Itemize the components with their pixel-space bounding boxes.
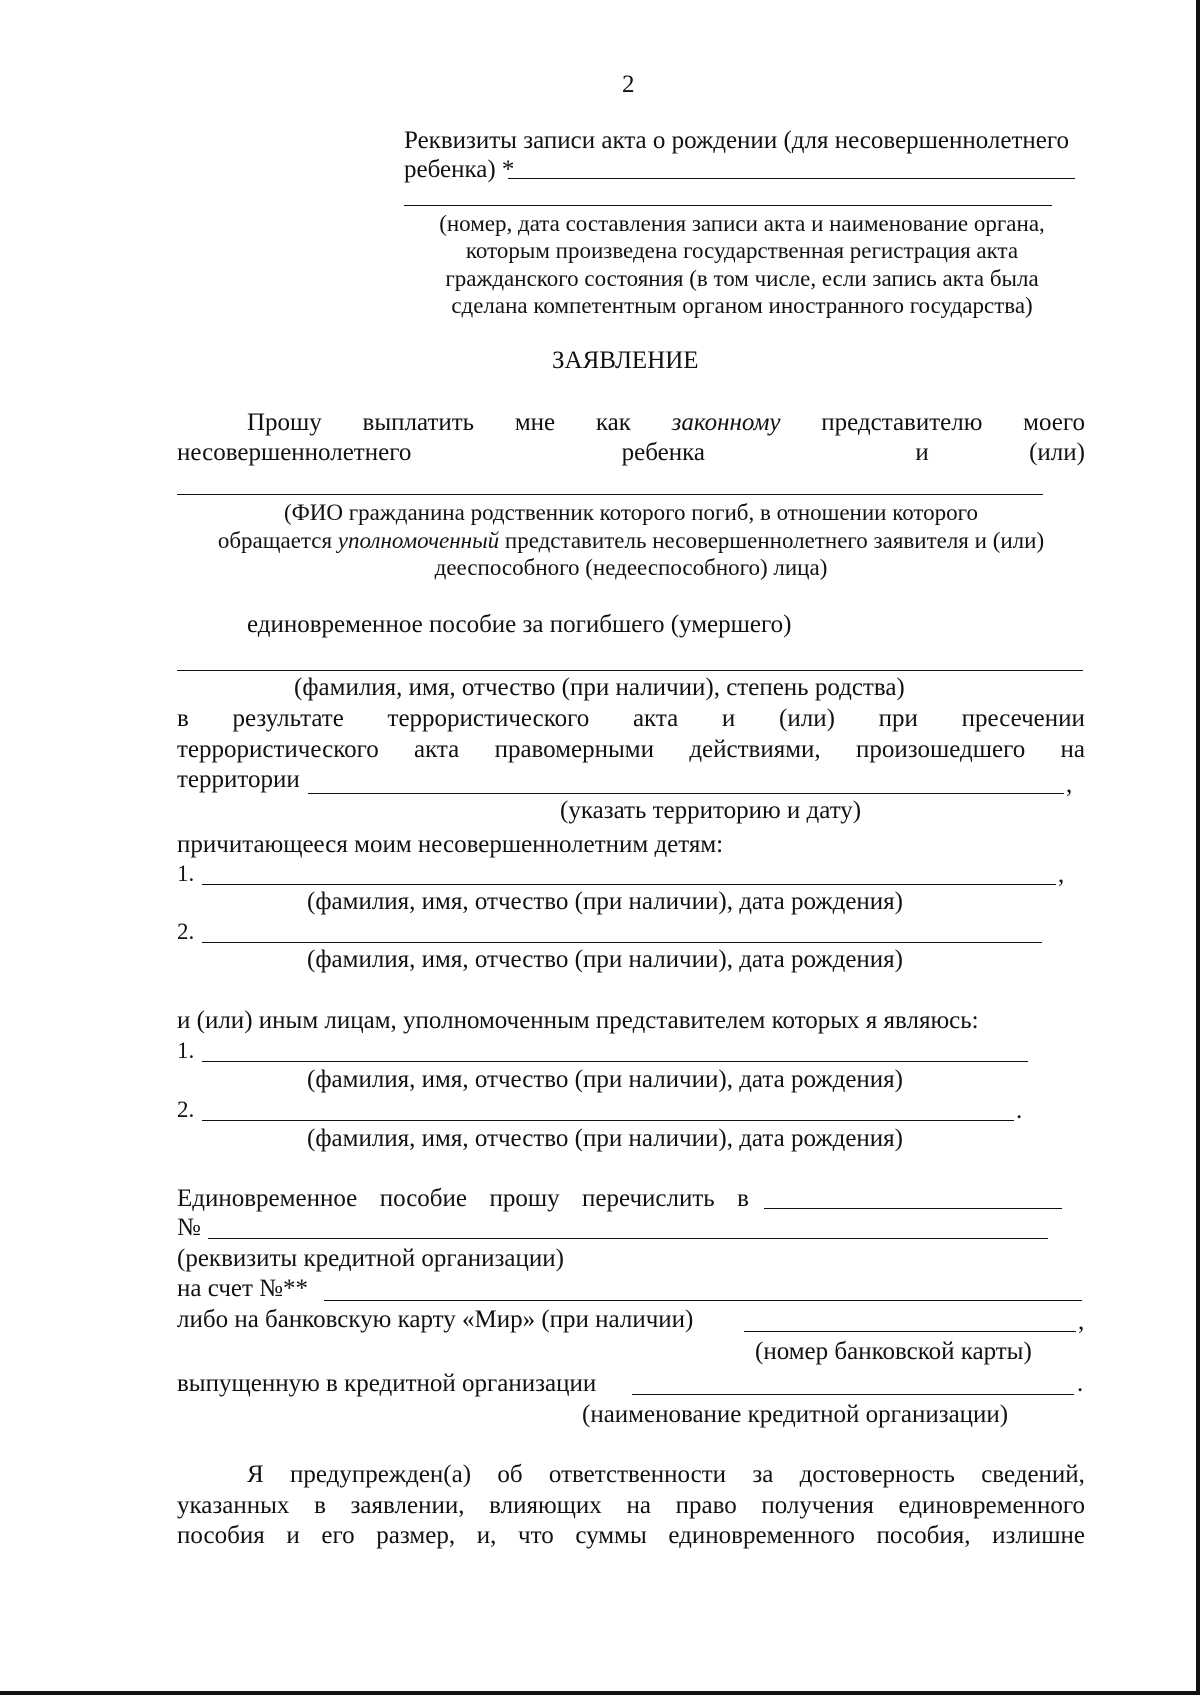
card-field-line[interactable]: [744, 1331, 1076, 1332]
bank-number-field-line[interactable]: [208, 1238, 1048, 1239]
bank-field-line[interactable]: [764, 1208, 1062, 1209]
issued-period: .: [1077, 1370, 1084, 1397]
children-heading: причитающееся моим несовершеннолетним детям:: [177, 831, 724, 858]
issued-field-line[interactable]: [632, 1394, 1074, 1395]
relative-note-1: (ФИО гражданина родственник которого погиб, в отношении которого: [283, 500, 979, 525]
card-comma: ,: [1078, 1308, 1085, 1335]
birth-record-field-line-2[interactable]: [404, 205, 1052, 206]
terror-line-1: в результате террористического акта и (или) при пресечении: [177, 705, 1085, 732]
other-2-field-line[interactable]: [202, 1120, 1014, 1121]
issued-label: выпущенную в кредитной организации: [177, 1370, 597, 1397]
other-1-number: 1.: [177, 1038, 195, 1063]
other-1-note: (фамилия, имя, отчество (при наличии), дата рождения): [307, 1066, 903, 1093]
others-heading: и (или) иным лицам, уполномоченным представителем которых я являюсь:: [177, 1007, 979, 1034]
child-2-number: 2.: [177, 919, 195, 944]
issued-note: (наименование кредитной организации): [582, 1401, 1009, 1428]
birth-record-label: Реквизиты записи акта о рождении (для несовершеннолетнего: [404, 127, 1070, 154]
birth-record-field-line[interactable]: [508, 178, 1075, 179]
request-line-2: несовершеннолетнего ребенка и (или): [177, 439, 1085, 466]
card-note: (номер банковской карты): [755, 1338, 1032, 1365]
birth-record-note-2: которым произведена государственная регистрация акта: [465, 238, 1019, 263]
warning-line-2: указанных в заявлении, влияющих на право получения единовременного: [177, 1492, 1085, 1519]
territory-label: территории: [177, 766, 300, 793]
warning-line-3: пособия и его размер, и, что суммы единовременного пособия, излишне: [177, 1522, 1085, 1549]
number-sign: №: [177, 1214, 201, 1241]
relative-fio-field-line[interactable]: [177, 494, 1043, 495]
other-1-field-line[interactable]: [202, 1061, 1028, 1062]
territory-note: (указать территорию и дату): [560, 797, 862, 824]
document-title: ЗАЯВЛЕНИЕ: [552, 347, 699, 374]
other-2-period: .: [1016, 1097, 1023, 1124]
payment-transfer-line: Единовременное пособие прошу перечислить в: [177, 1185, 749, 1212]
other-2-number: 2.: [177, 1097, 195, 1122]
deceased-note: (фамилия, имя, отчество (при наличии), степень родства): [294, 674, 905, 701]
warning-line-1: Я предупрежден(а) об ответственности за достоверность сведений,: [247, 1461, 1085, 1488]
child-1-field-line[interactable]: [202, 884, 1056, 885]
territory-field-line[interactable]: [308, 793, 1064, 794]
request-line-1: Прошу выплатить мне как законному представителю моего: [247, 409, 1085, 436]
territory-comma: ,: [1066, 771, 1073, 798]
other-2-note: (фамилия, имя, отчество (при наличии), дата рождения): [307, 1125, 903, 1152]
account-label: на счет №**: [177, 1275, 309, 1302]
account-field-line[interactable]: [324, 1300, 1082, 1301]
relative-note-2: обращается уполномоченный представитель несовершеннолетнего заявителя и (или): [217, 528, 1045, 553]
terror-line-2: террористического акта правомерными действиями, произошедшего на: [177, 736, 1085, 763]
birth-record-note-4: сделана компетентным органом иностранного государства): [451, 293, 1033, 318]
birth-record-label-cont: ребенка) *: [404, 156, 515, 183]
birth-record-note-1: (номер, дата составления записи акта и наименование органа,: [439, 211, 1045, 236]
card-label: либо на банковскую карту «Мир» (при наличии): [177, 1306, 694, 1333]
child-1-comma: ,: [1058, 861, 1065, 888]
child-2-field-line[interactable]: [202, 942, 1042, 943]
child-2-note: (фамилия, имя, отчество (при наличии), дата рождения): [307, 946, 903, 973]
birth-record-note-3: гражданского состояния (в том числе, если запись акта была: [445, 266, 1039, 291]
child-1-note: (фамилия, имя, отчество (при наличии), дата рождения): [307, 888, 903, 915]
deceased-fio-field-line[interactable]: [177, 670, 1083, 671]
page-number: 2: [622, 71, 635, 98]
child-1-number: 1.: [177, 861, 195, 886]
relative-note-3: дееспособного (недееспособного) лица): [434, 555, 828, 580]
benefit-line: единовременное пособие за погибшего (умершего): [247, 611, 792, 638]
bank-note: (реквизиты кредитной организации): [177, 1245, 564, 1272]
